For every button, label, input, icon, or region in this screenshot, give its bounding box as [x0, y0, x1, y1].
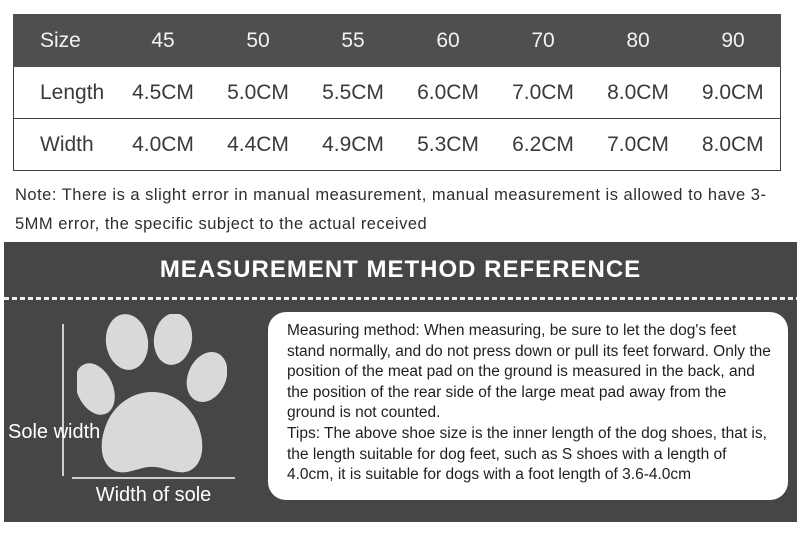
size-col-90: 90	[686, 15, 781, 67]
measuring-instructions-box	[268, 312, 788, 500]
measuring-method-text: Measuring method: When measuring, be sure to let the dog's feet stand normally, and do not press down or pull its feet forward. Only the position of the meat pad on the ground is measured in the back, and the position of the rear side of the large meat pad away from the ground is not counted.	[287, 322, 771, 422]
length-cell: 5.0CM	[211, 67, 306, 119]
width-row-label: Width	[14, 119, 116, 171]
measuring-tips-text: Tips: The above shoe size is the inner length of the dog shoes, that is, the length suitable for dog feet, such as S shoes with a length of 4.0cm, it is suitable for dogs with a foot length of 3.6-4.0cm	[287, 424, 767, 484]
length-row	[14, 67, 781, 119]
size-col-50: 50	[211, 15, 306, 67]
sole-width-label: Sole width	[8, 421, 101, 443]
width-cell: 4.4CM	[211, 119, 306, 171]
length-cell: 7.0CM	[496, 67, 591, 119]
length-cell: 4.5CM	[116, 67, 211, 119]
width-cell: 4.9CM	[306, 119, 401, 171]
paw-measurement-diagram	[4, 299, 268, 522]
size-col-70: 70	[496, 15, 591, 67]
panel-title: MEASUREMENT METHOD REFERENCE	[159, 256, 642, 283]
measurement-error-note: Note: There is a slight error in manual measurement, manual measurement is allowed to have 3-5MM error, the specific subject to the actual received	[15, 186, 767, 233]
size-header-row	[14, 15, 781, 67]
measurement-method-panel	[4, 242, 797, 522]
size-chart-table	[13, 14, 781, 171]
size-col-60: 60	[401, 15, 496, 67]
width-cell: 6.2CM	[496, 119, 591, 171]
length-cell: 8.0CM	[591, 67, 686, 119]
size-col-55: 55	[306, 15, 401, 67]
width-row	[14, 119, 781, 171]
width-cell: 7.0CM	[591, 119, 686, 171]
size-col-80: 80	[591, 15, 686, 67]
length-cell: 5.5CM	[306, 67, 401, 119]
vertical-measure-line	[62, 324, 64, 476]
paw-print-icon	[77, 314, 227, 477]
width-cell: 5.3CM	[401, 119, 496, 171]
width-cell: 4.0CM	[116, 119, 211, 171]
length-cell: 9.0CM	[686, 67, 781, 119]
width-of-sole-label: Width of sole	[95, 484, 212, 506]
size-col-45: 45	[116, 15, 211, 67]
horizontal-measure-line	[72, 477, 235, 479]
width-cell: 8.0CM	[686, 119, 781, 171]
size-header-label: Size	[14, 15, 116, 67]
length-cell: 6.0CM	[401, 67, 496, 119]
length-row-label: Length	[14, 67, 116, 119]
